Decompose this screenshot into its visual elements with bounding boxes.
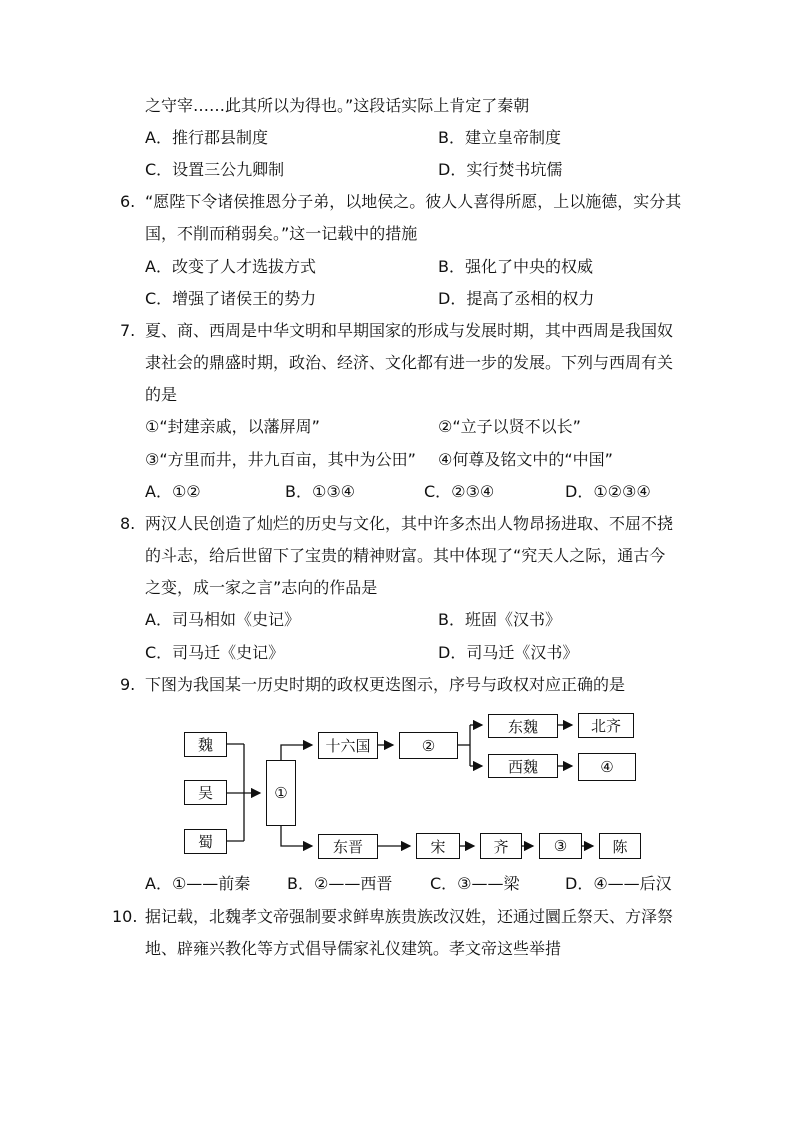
q6-option-b[interactable]: B．强化了中央的权威	[438, 257, 593, 276]
q8-option-a[interactable]: A．司马相如《史记》	[145, 610, 300, 629]
q8-stem-line-3: 之变，成一家之言”志向的作品是	[145, 578, 378, 597]
box-1: ①	[266, 760, 296, 826]
q8-option-b[interactable]: B．班固《汉书》	[438, 610, 561, 629]
q7-number: 7.	[120, 321, 136, 340]
q7-option-a[interactable]: A．①②	[145, 482, 201, 501]
q10-number: 10.	[112, 907, 138, 926]
q6-stem-line-2: 国，不削而稍弱矣。”这一记载中的措施	[145, 224, 418, 243]
q7-item-2: ②“立子以贤不以长”	[438, 417, 581, 436]
q8-stem-line-2: 的斗志，给后世留下了宝贵的精神财富。其中体现了“究天人之际，通古今	[145, 546, 666, 565]
box-sixteen-kingdoms: 十六国	[318, 732, 378, 759]
q9-stem: 下图为我国某一历史时期的政权更迭图示，序号与政权对应正确的是	[145, 675, 626, 694]
q5-option-c[interactable]: C．设置三公九卿制	[145, 160, 285, 179]
box-xiwei: 西魏	[488, 754, 558, 778]
q7-item-1: ①“封建亲戚，以藩屏周”	[145, 417, 320, 436]
q6-stem-line-1: “愿陛下令诸侯推恩分子弟，以地侯之。彼人人喜得所愿，上以施德，实分其	[145, 192, 682, 211]
q7-option-d[interactable]: D．①②③④	[565, 482, 651, 501]
q8-option-d[interactable]: D．司马迁《汉书》	[438, 643, 579, 662]
q6-option-d[interactable]: D．提高了丞相的权力	[438, 289, 595, 308]
q7-option-b[interactable]: B．①③④	[285, 482, 356, 501]
q6-option-a[interactable]: A．改变了人才选拔方式	[145, 257, 316, 276]
q9-number: 9.	[120, 675, 136, 694]
box-qi: 齐	[480, 833, 522, 859]
q5-option-d[interactable]: D．实行焚书坑儒	[438, 160, 563, 179]
q5-option-a[interactable]: A．推行郡县制度	[145, 128, 268, 147]
q6-number: 6.	[120, 192, 136, 211]
q7-stem-line-1: 夏、商、西周是中华文明和早期国家的形成与发展时期，其中西周是我国奴	[145, 321, 674, 340]
q7-item-4: ④何尊及铭文中的“中国”	[438, 450, 613, 469]
q10-stem-line-1: 据记载，北魏孝文帝强制要求鲜卑族贵族改汉姓，还通过圜丘祭天、方泽祭	[145, 907, 674, 926]
q5-stem-continuation: 之守宰……此其所以为得也。”这段话实际上肯定了秦朝	[145, 96, 530, 115]
q6-option-c[interactable]: C．增强了诸侯王的势力	[145, 289, 317, 308]
box-chen: 陈	[599, 833, 641, 859]
q9-option-c[interactable]: C．③——梁	[430, 874, 520, 893]
box-dongwei: 东魏	[488, 714, 558, 738]
box-3: ③	[539, 833, 582, 859]
q7-option-c[interactable]: C．②③④	[424, 482, 495, 501]
box-song: 宋	[416, 833, 460, 859]
box-wei: 魏	[184, 732, 227, 757]
box-dongjin: 东晋	[318, 834, 378, 859]
q8-number: 8.	[120, 514, 136, 533]
q5-option-b[interactable]: B．建立皇帝制度	[438, 128, 561, 147]
q7-stem-line-3: 的是	[145, 385, 178, 404]
q7-stem-line-2: 隶社会的鼎盛时期，政治、经济、文化都有进一步的发展。下列与西周有关	[145, 353, 674, 372]
q8-stem-line-1: 两汉人民创造了灿烂的历史与文化，其中许多杰出人物昂扬进取、不屈不挠	[145, 514, 674, 533]
q8-option-c[interactable]: C．司马迁《史记》	[145, 643, 285, 662]
box-shu: 蜀	[184, 829, 227, 854]
box-2: ②	[399, 732, 458, 759]
box-4: ④	[578, 753, 636, 781]
q10-stem-line-2: 地、辟雍兴教化等方式倡导儒家礼仪建筑。孝文帝这些举措	[145, 939, 562, 958]
box-wu: 吴	[184, 780, 227, 805]
q9-option-b[interactable]: B．②——西晋	[287, 874, 393, 893]
q9-option-d[interactable]: D．④——后汉	[565, 874, 672, 893]
box-beiqi: 北齐	[578, 713, 634, 738]
q7-item-3: ③“方里而井，井九百亩，其中为公田”	[145, 450, 416, 469]
q9-option-a[interactable]: A．①——前秦	[145, 874, 251, 893]
